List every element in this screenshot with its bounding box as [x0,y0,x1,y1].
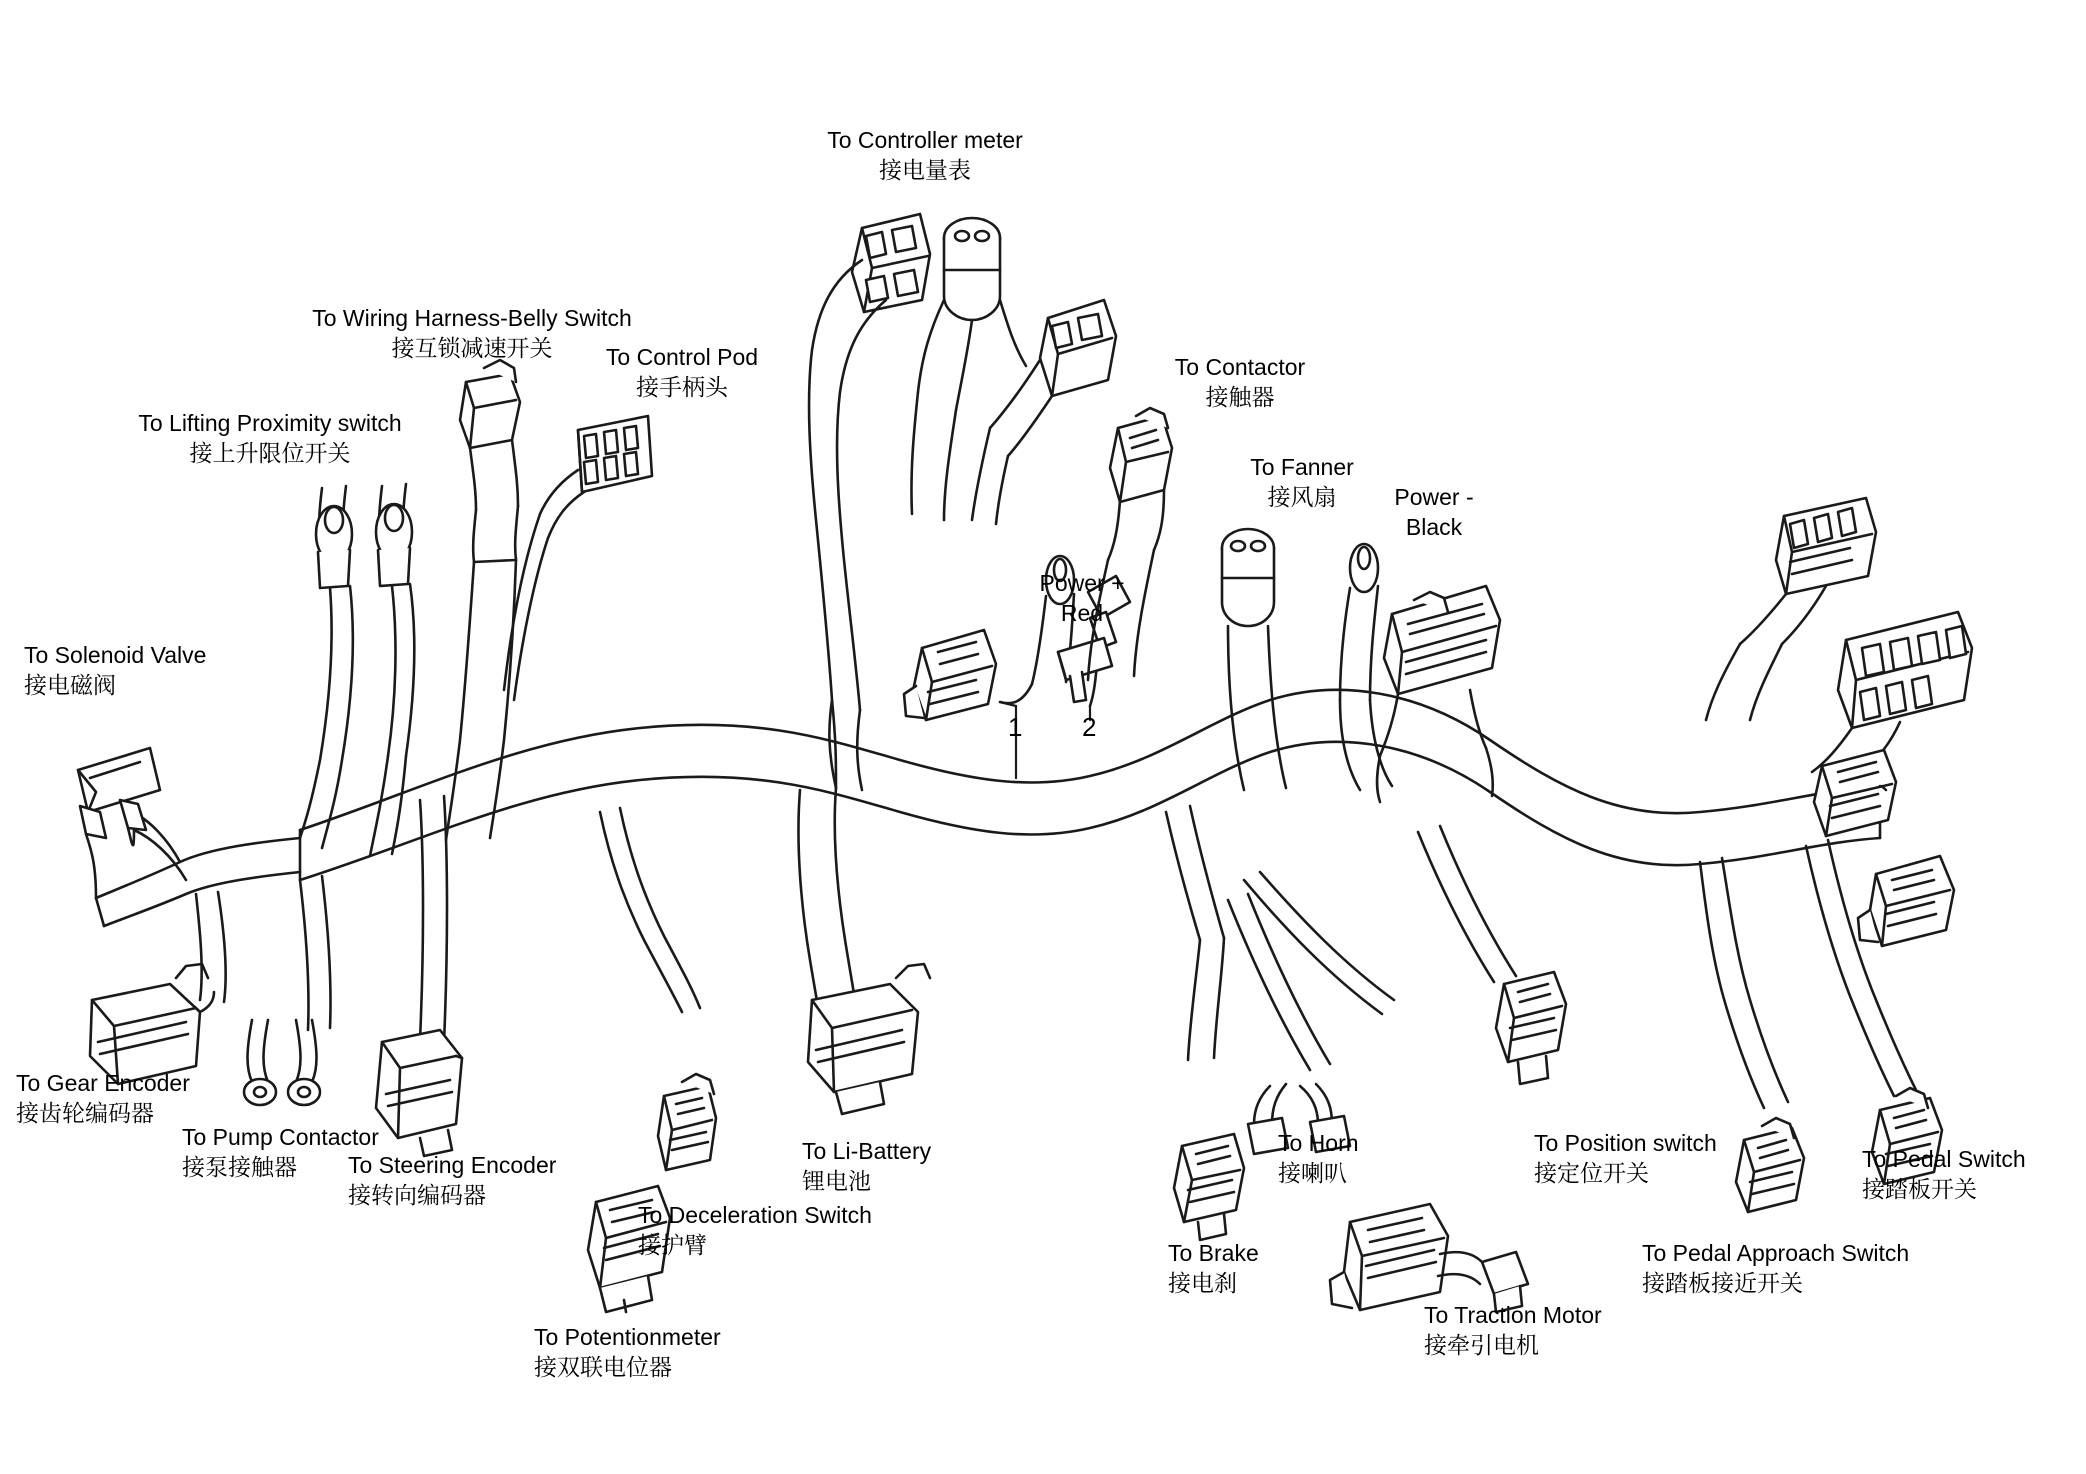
right-multiway-plug [1812,612,1972,772]
position-switch-connector [1496,972,1566,1084]
label-gear-encoder-en: To Gear Encoder [16,1070,190,1096]
label-potentionmeter [534,1322,721,1383]
label-pump-contactor-en: To Pump Contactor [182,1124,379,1150]
label-pedal-approach-zh: 接踏板接近开关 [1642,1270,1803,1297]
label-deceleration-switch-en: To Deceleration Switch [638,1202,872,1228]
label-wiring-harness-belly-switch [312,303,632,364]
label-fanner-zh: 接风扇 [1267,484,1337,511]
label-deceleration-switch [638,1200,872,1261]
label-contactor [1175,352,1305,413]
reference-number-1: 1 [1008,712,1023,742]
gear-encoder-connector [90,964,214,1084]
label-pedal-switch-zh: 接踏板开关 [1862,1176,1977,1203]
steering-encoder-connector [376,1030,462,1156]
label-li-battery [802,1136,931,1197]
label-pump-contactor-zh: 接泵接触器 [182,1154,297,1181]
label-horn-en: To Horn [1278,1130,1359,1156]
brake-connector [1174,1134,1244,1240]
label-gear-encoder-zh: 接齿轮编码器 [16,1100,154,1127]
pump-contactor-connector [244,1020,320,1105]
label-contactor-zh: 接触器 [1205,384,1275,411]
label-power-positive-color: Red [1060,600,1104,627]
inline-connector-1 [904,630,996,720]
label-fanner-en: To Fanner [1250,454,1354,480]
right-low-plug [1858,856,1954,946]
label-solenoid-valve [24,640,206,701]
right-small-plug [1814,750,1896,836]
label-control-pod [606,342,758,403]
label-pedal-switch [1862,1144,2026,1205]
label-position-switch-en: To Position switch [1534,1130,1717,1156]
label-pedal-approach-en: To Pedal Approach Switch [1642,1240,1910,1266]
label-traction-motor-zh: 接牵引电机 [1424,1332,1539,1359]
label-position-switch-zh: 接定位开关 [1534,1160,1649,1187]
label-brake [1168,1238,1259,1299]
li-battery-connector [808,964,930,1114]
label-lifting-proximity-switch [138,408,401,469]
label-steering-encoder-zh: 接转向编码器 [348,1182,486,1209]
label-contactor-en: To Contactor [1174,354,1306,380]
label-horn-zh: 接喇叭 [1278,1160,1347,1187]
label-steering-encoder [348,1150,556,1211]
control-pod-connector [504,416,652,700]
label-pedal-approach-switch [1642,1238,1909,1299]
label-belly-switch-zh: 接互锁减速开关 [391,335,553,362]
label-controller-meter [827,125,1023,186]
label-power-negative-color: Black [1405,514,1463,541]
label-solenoid-valve-zh: 接电磁阀 [24,672,116,699]
label-gear-encoder [16,1068,190,1129]
label-lifting-proximity-en: To Lifting Proximity switch [138,410,402,436]
label-controller-meter-en: To Controller meter [827,127,1023,153]
traction-motor-connector [1330,1204,1528,1312]
inline-terminal-2 [1058,638,1112,702]
label-brake-zh: 接电刹 [1168,1270,1237,1297]
label-controller-meter-zh: 接电量表 [878,157,971,184]
label-traction-motor [1424,1300,1602,1361]
label-potentionmeter-zh: 接双联电位器 [534,1354,672,1381]
label-power-negative-en: Power - [1394,484,1474,510]
label-solenoid-valve-en: To Solenoid Valve [24,642,207,668]
label-horn [1278,1128,1359,1189]
reference-number-2: 2 [1082,712,1097,742]
label-li-battery-en: To Li-Battery [802,1138,932,1164]
label-power-negative [1394,482,1473,543]
label-power-positive [1039,568,1124,629]
deceleration-switch-connector [658,1074,716,1170]
label-brake-en: To Brake [1168,1240,1259,1266]
label-deceleration-switch-zh: 接护臂 [638,1232,707,1259]
label-potentionmeter-en: To Potentionmeter [534,1324,721,1350]
label-belly-switch-en: To Wiring Harness-Belly Switch [312,305,632,331]
label-steering-encoder-en: To Steering Encoder [348,1152,557,1178]
label-position-switch [1534,1128,1717,1189]
label-traction-motor-en: To Traction Motor [1424,1302,1602,1328]
label-lifting-proximity-zh: 接上升限位开关 [189,440,351,467]
label-power-positive-en: Power + [1039,570,1125,596]
label-li-battery-zh: 锂电池 [802,1168,871,1195]
label-pedal-switch-en: To Pedal Switch [1862,1146,2026,1172]
label-control-pod-en: To Control Pod [605,344,759,370]
pedal-approach-connector [1736,1118,1804,1212]
label-control-pod-zh: 接手柄头 [635,374,728,401]
label-fanner [1250,452,1354,513]
